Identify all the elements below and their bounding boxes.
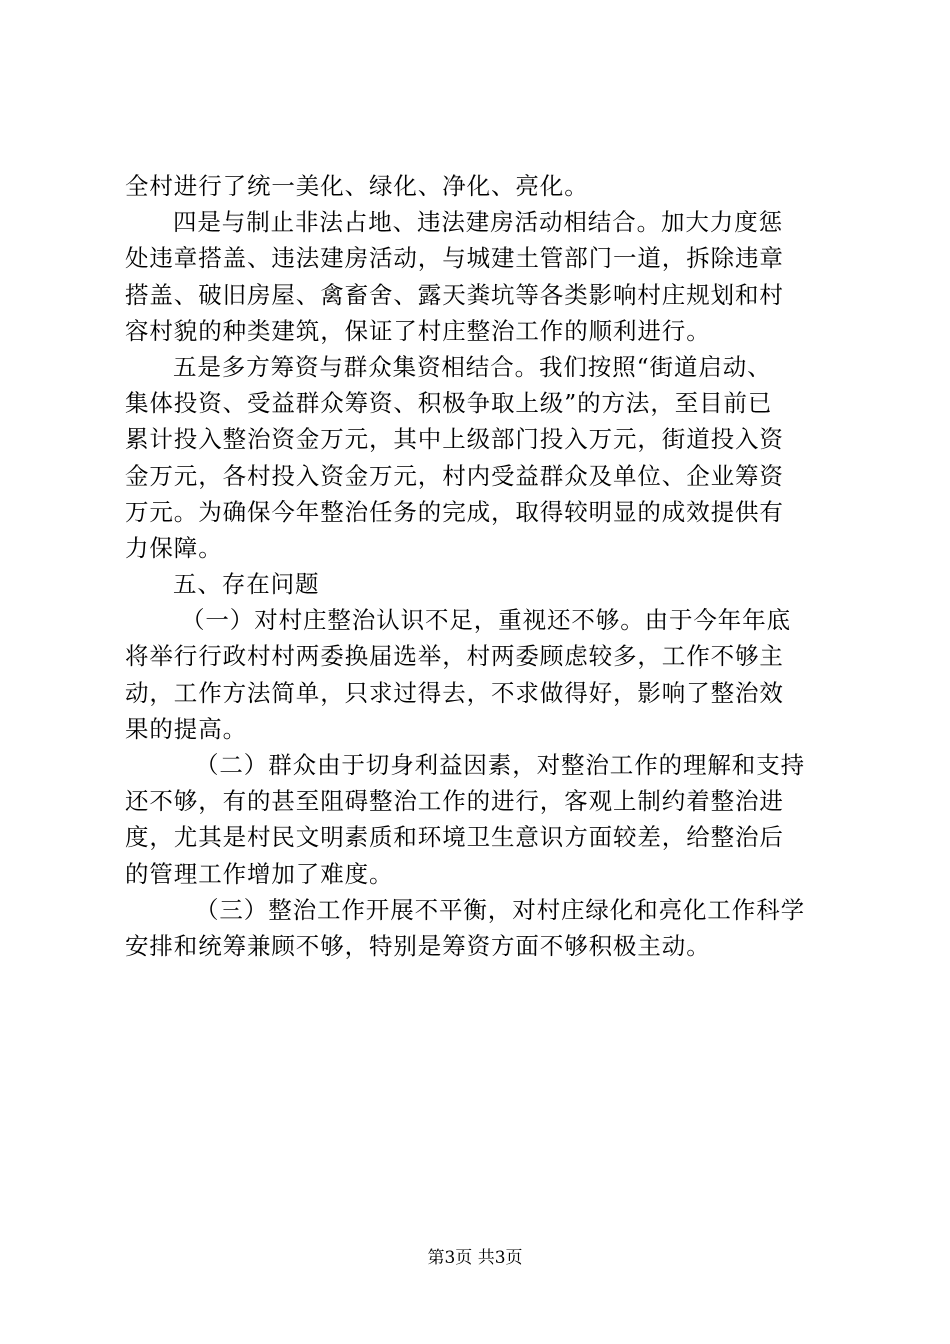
paragraph-start-line: （二）群众由于切身利益因素，对整治工作的理解和支持 bbox=[195, 751, 805, 779]
text-line: 的管理工作增加了难度。 bbox=[125, 859, 394, 888]
paragraph-start-line: 五是多方筹资与群众集资相结合。我们按照“街道启动、 bbox=[173, 352, 772, 381]
text-line: 度，尤其是村民文明素质和环境卫生意识方面较差，给整治后 bbox=[125, 823, 784, 852]
text-line: 万元。为确保今年整治任务的完成，取得较明显的成效提供有 bbox=[125, 497, 784, 526]
text-line: 金万元，各村投入资金万元，村内受益群众及单位、企业筹资 bbox=[125, 461, 784, 490]
section-heading: 五、存在问题 bbox=[173, 570, 320, 599]
text-line: 集体投资、受益群众筹资、积极争取上级”的方法，至目前已 bbox=[125, 389, 773, 418]
text-line: 力保障。 bbox=[125, 533, 223, 562]
text-line: 搭盖、破旧房屋、禽畜舍、露天粪坑等各类影响村庄规划和村 bbox=[125, 280, 784, 309]
text-line: 累计投入整治资金万元，其中上级部门投入万元，街道投入资 bbox=[125, 425, 784, 454]
text-line: 容村貌的种类建筑，保证了村庄整治工作的顺利进行。 bbox=[125, 316, 711, 345]
document-body bbox=[125, 168, 845, 964]
text-line: 全村进行了统一美化、绿化、净化、亮化。 bbox=[125, 172, 589, 200]
paragraph-start-line: （三）整治工作开展不平衡，对村庄绿化和亮化工作科学 bbox=[195, 895, 805, 924]
page-number-footer: 第3页 共3页 bbox=[427, 1248, 523, 1268]
text-line: 将举行行政村村两委换届选举，村两委顾虑较多，工作不够主 bbox=[125, 642, 784, 671]
text-line: 还不够，有的甚至阻碍整治工作的进行，客观上制约着整治进 bbox=[125, 787, 784, 816]
text-line: 动，工作方法简单，只求过得去，不求做得好，影响了整治效 bbox=[125, 678, 784, 707]
paragraph-start-line: （一）对村庄整治认识不足，重视还不够。由于今年年底 bbox=[181, 606, 791, 635]
text-line: 果的提高。 bbox=[125, 714, 247, 743]
text-line: 安排和统筹兼顾不够，特别是筹资方面不够积极主动。 bbox=[125, 931, 711, 960]
paragraph-start-line: 四是与制止非法占地、违法建房活动相结合。加大力度惩 bbox=[173, 208, 783, 237]
text-line: 处违章搭盖、违法建房活动，与城建土管部门一道，拆除违章 bbox=[125, 244, 784, 273]
